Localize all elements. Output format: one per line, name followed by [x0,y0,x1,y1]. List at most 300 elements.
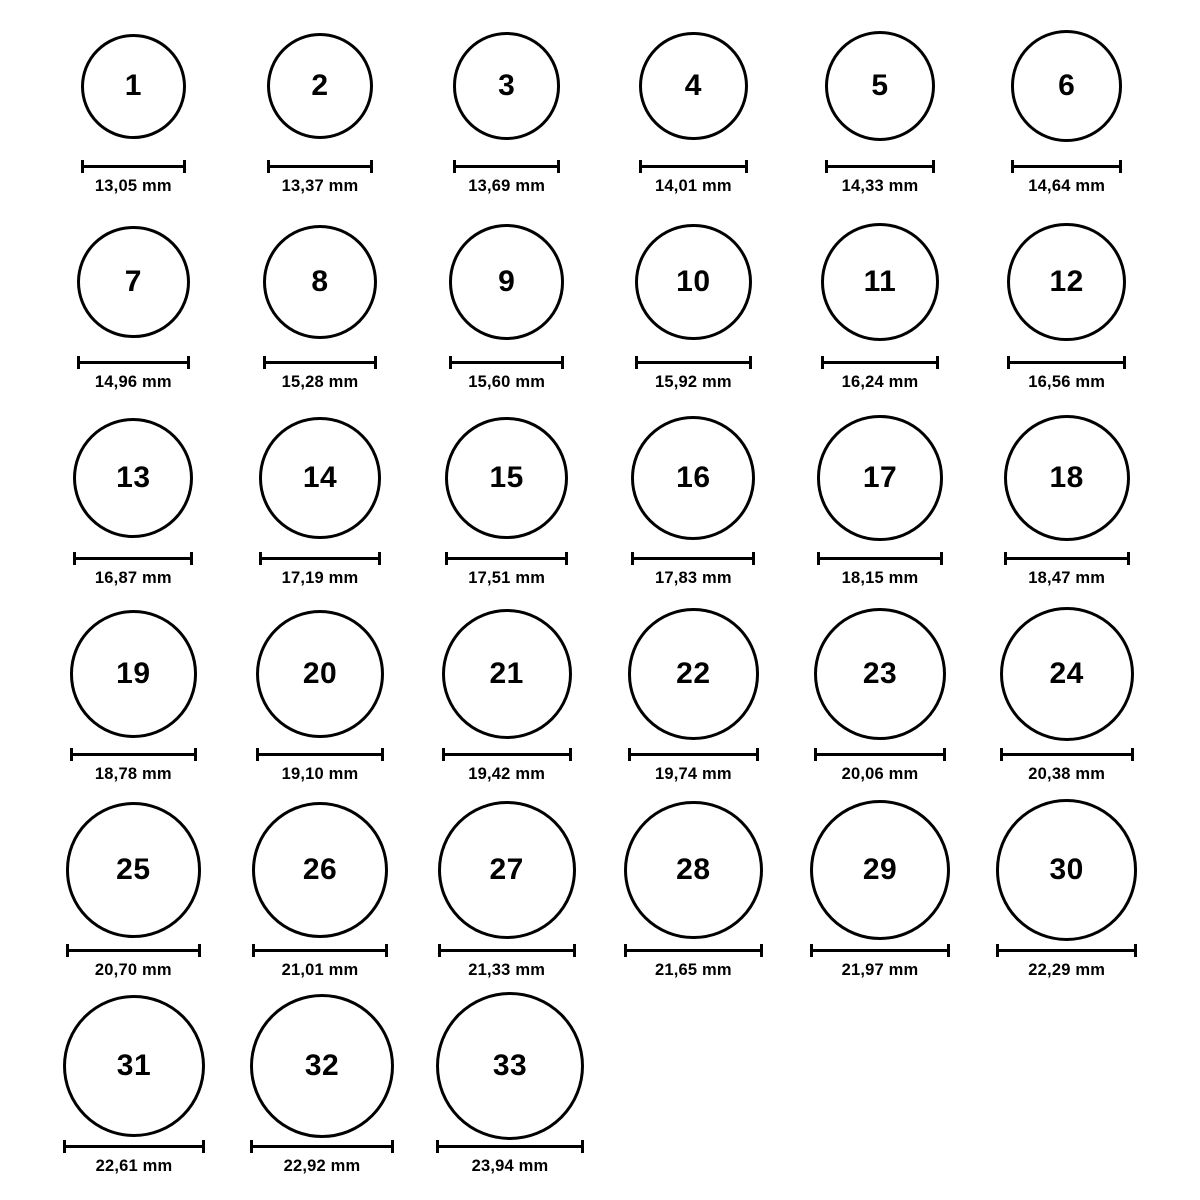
ring-circle-wrapper [810,802,950,938]
diameter-label: 22,61 mm [95,1157,173,1175]
ring-size-cell[interactable] [227,606,414,784]
ring-circle-icon [63,995,206,1138]
ring-circle-icon [438,801,576,939]
measure-line [624,949,763,952]
ring-circle-wrapper [1004,410,1130,546]
measure-tick-right [198,944,201,957]
diameter-measure-bar [259,552,380,564]
diameter-measure-bar [252,944,388,956]
ring-circle-icon [73,418,193,538]
diameter-label: 17,83 mm [654,569,732,587]
ring-size-number: 25 [116,852,151,886]
measure-line [825,165,935,168]
measure-tick-left [77,356,80,369]
ring-size-number: 27 [489,853,524,886]
ring-size-cell[interactable] [40,214,227,392]
measure-tick-left [453,160,456,173]
diameter-measure-bar [821,356,939,368]
ring-circle-wrapper [438,802,576,938]
measure-line [635,361,751,364]
measure-tick-right [381,748,384,761]
measure-line [1007,361,1126,364]
measure-line [77,361,190,364]
ring-size-cell[interactable] [413,410,600,588]
ring-circle-wrapper [81,18,186,154]
diameter-measure-bar [628,748,759,760]
diameter-measure-bar [814,748,947,760]
measure-tick-right [565,552,568,565]
diameter-label: 13,05 mm [94,177,172,195]
ring-circle-icon [263,225,377,339]
ring-circle-icon [1004,415,1130,541]
ring-size-number: 33 [492,1049,528,1082]
ring-size-cell[interactable] [600,18,787,196]
ring-size-cell[interactable] [227,802,414,980]
ring-size-cell[interactable] [787,606,974,784]
measure-tick-left [267,160,270,173]
ring-size-number: 20 [302,657,338,690]
ring-size-number: 23 [862,656,898,690]
diameter-measure-bar [453,160,561,172]
ring-circle-icon [81,34,186,139]
diameter-label: 15,60 mm [468,373,546,391]
measure-tick-right [1134,944,1137,957]
diameter-label: 15,28 mm [281,373,359,391]
diameter-label: 21,33 mm [468,961,546,979]
diameter-label: 22,92 mm [283,1157,361,1175]
diameter-label: 14,33 mm [841,177,919,195]
ring-size-number: 21 [489,656,524,690]
ring-circle-icon [449,224,564,339]
ring-circle-icon [77,226,190,339]
ring-circle-wrapper [624,802,763,938]
ring-size-cell[interactable] [787,18,974,196]
ring-circle-icon [252,802,388,938]
ring-size-number: 22 [676,657,711,690]
diameter-label: 21,65 mm [654,961,732,979]
measure-tick-left [436,1140,439,1153]
measure-line [628,753,759,756]
measure-tick-right [581,1140,584,1153]
measure-tick-right [378,552,381,565]
ring-circle-wrapper [996,802,1137,938]
ring-size-number: 18 [1049,460,1084,494]
diameter-measure-bar [635,356,751,368]
ring-size-number: 32 [304,1049,340,1082]
ring-circle-icon [810,800,950,940]
diameter-label: 14,96 mm [94,373,172,391]
ring-size-number: 6 [1058,68,1076,102]
measure-line [252,949,388,952]
ring-circle-wrapper [1007,214,1126,350]
measure-tick-right [940,552,943,565]
diameter-label: 18,78 mm [94,765,172,783]
measure-line [996,949,1137,952]
ring-circle-wrapper [66,802,201,938]
diameter-measure-bar [256,748,385,760]
measure-line [73,557,193,560]
diameter-label: 13,69 mm [468,177,546,195]
ring-circle-wrapper [825,18,935,154]
measure-tick-right [1127,552,1130,565]
ring-circle-wrapper [445,410,568,546]
diameter-label: 16,24 mm [841,373,919,391]
measure-tick-right [745,160,748,173]
diameter-measure-bar [81,160,186,172]
diameter-measure-bar [70,748,198,760]
diameter-label: 20,06 mm [841,765,919,783]
ring-circle-icon [825,31,935,141]
diameter-measure-bar [63,1140,206,1152]
ring-circle-icon [624,801,763,940]
ring-circle-wrapper [814,606,947,742]
ring-size-cell[interactable] [973,18,1160,196]
diameter-measure-bar [631,552,755,564]
ring-size-number: 15 [489,460,524,494]
measure-line [817,557,942,560]
ring-size-number: 31 [116,1049,152,1082]
ring-circle-icon [259,417,380,538]
ring-circle-icon [250,994,394,1138]
diameter-label: 17,19 mm [281,569,359,587]
measure-tick-right [194,748,197,761]
measure-tick-left [256,748,259,761]
measure-line [250,1145,394,1148]
measure-line [70,753,198,756]
diameter-label: 19,74 mm [654,765,732,783]
measure-line [1000,753,1134,756]
ring-size-number: 29 [862,853,898,886]
measure-line [449,361,564,364]
measure-tick-right [1131,748,1134,761]
ring-size-number: 13 [116,460,151,494]
ring-size-cell[interactable] [40,410,227,588]
ring-size-cell[interactable] [973,410,1160,588]
ring-circle-icon [996,799,1137,940]
measure-tick-right [202,1140,205,1153]
ring-size-number: 2 [311,69,329,102]
ring-circle-icon [631,416,755,540]
ring-size-cell[interactable] [40,998,228,1176]
ring-circle-wrapper [821,214,939,350]
ring-circle-wrapper [263,214,377,350]
measure-tick-right [1119,160,1122,173]
ring-size-number: 17 [862,461,898,494]
ring-size-cell[interactable] [600,214,787,392]
ring-circle-wrapper [70,606,198,742]
measure-tick-left [263,356,266,369]
measure-tick-left [825,160,828,173]
ring-circle-icon [1000,607,1134,741]
ring-circle-icon [628,608,759,739]
measure-tick-left [996,944,999,957]
measure-tick-left [635,356,638,369]
measure-line [263,361,377,364]
measure-tick-right [752,552,755,565]
ring-circle-icon [453,32,561,140]
ring-circle-icon [639,32,748,141]
measure-tick-right [947,944,950,957]
ring-size-number: 7 [124,265,142,298]
measure-line [1011,165,1122,168]
measure-line [256,753,385,756]
diameter-measure-bar [825,160,935,172]
ring-size-number: 26 [302,853,338,886]
ring-size-cell[interactable] [40,18,227,196]
ring-size-number: 24 [1049,657,1084,690]
ring-size-cell[interactable] [40,802,227,980]
diameter-measure-bar [817,552,942,564]
ring-size-number: 11 [863,265,897,298]
ring-circle-icon [256,610,385,739]
measure-line [821,361,939,364]
measure-tick-left [250,1140,253,1153]
ring-size-number: 3 [498,68,516,102]
ring-size-cell[interactable] [973,214,1160,392]
measure-tick-left [449,356,452,369]
diameter-label: 17,51 mm [468,569,546,587]
ring-circle-wrapper [267,18,373,154]
ring-circle-wrapper [1000,606,1134,742]
measure-tick-right [183,160,186,173]
measure-tick-right [1123,356,1126,369]
diameter-measure-bar [263,356,377,368]
measure-tick-left [810,944,813,957]
measure-line [639,165,748,168]
diameter-label: 13,37 mm [281,177,359,195]
diameter-label: 19,10 mm [281,765,359,783]
ring-circle-wrapper [63,998,206,1134]
diameter-measure-bar [250,1140,394,1152]
diameter-measure-bar [1007,356,1126,368]
ring-circle-wrapper [449,214,564,350]
diameter-measure-bar [449,356,564,368]
diameter-measure-bar [1004,552,1130,564]
measure-tick-right [569,748,572,761]
measure-line [438,949,576,952]
measure-tick-left [70,748,73,761]
measure-tick-right [932,160,935,173]
measure-tick-left [63,1140,66,1153]
measure-tick-right [187,356,190,369]
ring-circle-wrapper [259,410,380,546]
ring-size-cell[interactable] [600,410,787,588]
ring-size-cell[interactable] [413,18,600,196]
ring-circle-wrapper [73,410,193,546]
diameter-label: 19,42 mm [468,765,546,783]
measure-line [66,949,201,952]
size-row [40,998,1160,1194]
measure-line [1004,557,1130,560]
ring-circle-wrapper [635,214,751,350]
measure-tick-left [66,944,69,957]
measure-tick-right [573,944,576,957]
ring-size-cell[interactable] [227,18,414,196]
measure-tick-left [624,944,627,957]
diameter-label: 21,97 mm [841,961,919,979]
ring-size-cell[interactable] [973,606,1160,784]
measure-line [436,1145,584,1148]
ring-size-cell[interactable] [787,410,974,588]
measure-tick-right [385,944,388,957]
ring-circle-wrapper [252,802,388,938]
ring-size-number: 28 [676,853,711,886]
measure-tick-right [749,356,752,369]
ring-circle-wrapper [453,18,561,154]
ring-circle-wrapper [631,410,755,546]
diameter-measure-bar [73,552,193,564]
measure-tick-left [252,944,255,957]
ring-size-cell[interactable] [416,998,604,1176]
size-row [40,802,1160,998]
ring-circle-wrapper [436,998,584,1134]
measure-line [267,165,373,168]
measure-line [814,753,947,756]
ring-size-number: 19 [116,657,151,690]
ring-size-cell[interactable] [413,214,600,392]
diameter-measure-bar [77,356,190,368]
diameter-label: 22,29 mm [1028,961,1106,979]
measure-tick-right [943,748,946,761]
ring-circle-icon [635,224,751,340]
ring-size-cell[interactable] [40,606,227,784]
ring-circle-wrapper [1011,18,1122,154]
diameter-label: 21,01 mm [281,961,359,979]
ring-circle-wrapper [628,606,759,742]
ring-circle-wrapper [256,606,385,742]
measure-tick-left [817,552,820,565]
size-row [40,410,1160,606]
ring-size-number: 16 [676,460,711,494]
diameter-label: 16,87 mm [94,569,172,587]
diameter-measure-bar [624,944,763,956]
diameter-measure-bar [1011,160,1122,172]
diameter-measure-bar [639,160,748,172]
measure-tick-left [1004,552,1007,565]
diameter-measure-bar [267,160,373,172]
ring-size-number: 1 [124,69,142,102]
measure-line [810,949,950,952]
ring-size-cell[interactable] [787,214,974,392]
diameter-measure-bar [66,944,201,956]
measure-line [259,557,380,560]
diameter-label: 20,38 mm [1028,765,1106,783]
size-row [40,606,1160,802]
measure-line [442,753,572,756]
measure-tick-right [374,356,377,369]
diameter-measure-bar [442,748,572,760]
ring-circle-icon [817,415,942,540]
size-row [40,18,1160,214]
ring-circle-icon [821,223,939,341]
diameter-label: 14,01 mm [654,177,732,195]
measure-tick-right [557,160,560,173]
measure-tick-left [81,160,84,173]
measure-tick-right [561,356,564,369]
ring-size-cell[interactable] [600,606,787,784]
ring-circle-wrapper [639,18,748,154]
ring-size-number: 12 [1049,264,1084,298]
measure-tick-right [190,552,193,565]
ring-size-cell[interactable] [227,214,414,392]
ring-size-number: 30 [1049,853,1084,886]
measure-tick-left [821,356,824,369]
diameter-label: 23,94 mm [471,1157,549,1175]
diameter-label: 16,56 mm [1028,373,1106,391]
measure-tick-left [438,944,441,957]
ring-size-cell[interactable] [228,998,416,1176]
ring-circle-icon [1011,30,1122,141]
measure-tick-left [631,552,634,565]
measure-line [445,557,568,560]
ring-circle-icon [814,608,947,741]
diameter-label: 18,15 mm [841,569,919,587]
ring-size-number: 10 [676,264,711,298]
diameter-measure-bar [438,944,576,956]
measure-line [453,165,561,168]
size-row [40,214,1160,410]
diameter-measure-bar [445,552,568,564]
measure-tick-right [936,356,939,369]
measure-line [631,557,755,560]
ring-size-number: 8 [311,264,329,298]
ring-circle-icon [442,609,572,739]
ring-size-cell[interactable] [227,410,414,588]
diameter-measure-bar [810,944,950,956]
measure-tick-left [639,160,642,173]
ring-size-number: 9 [498,265,516,298]
ring-circle-icon [267,33,373,139]
measure-tick-right [370,160,373,173]
measure-tick-left [445,552,448,565]
ring-circle-icon [445,417,568,540]
ring-size-cell[interactable] [413,606,600,784]
measure-tick-right [391,1140,394,1153]
ring-size-cell[interactable] [787,802,974,980]
ring-circle-wrapper [817,410,942,546]
measure-line [81,165,186,168]
ring-size-number: 14 [302,461,338,494]
diameter-label: 14,64 mm [1028,177,1106,195]
measure-tick-right [760,944,763,957]
diameter-label: 18,47 mm [1028,569,1106,587]
measure-tick-left [442,748,445,761]
diameter-measure-bar [436,1140,584,1152]
measure-tick-right [756,748,759,761]
ring-size-cell[interactable] [600,802,787,980]
ring-size-number: 4 [684,69,702,102]
ring-size-cell[interactable] [973,802,1160,980]
measure-tick-left [1000,748,1003,761]
ring-circle-icon [436,992,584,1140]
measure-tick-left [628,748,631,761]
ring-circle-icon [70,610,198,738]
diameter-measure-bar [996,944,1137,956]
ring-circle-wrapper [250,998,394,1134]
diameter-measure-bar [1000,748,1134,760]
measure-tick-left [1011,160,1014,173]
diameter-label: 15,92 mm [654,373,732,391]
measure-tick-left [814,748,817,761]
measure-tick-left [73,552,76,565]
diameter-label: 20,70 mm [94,961,172,979]
ring-circle-icon [66,802,201,937]
ring-circle-wrapper [77,214,190,350]
measure-tick-left [1007,356,1010,369]
measure-tick-left [259,552,262,565]
ring-circle-wrapper [442,606,572,742]
ring-size-cell[interactable] [413,802,600,980]
